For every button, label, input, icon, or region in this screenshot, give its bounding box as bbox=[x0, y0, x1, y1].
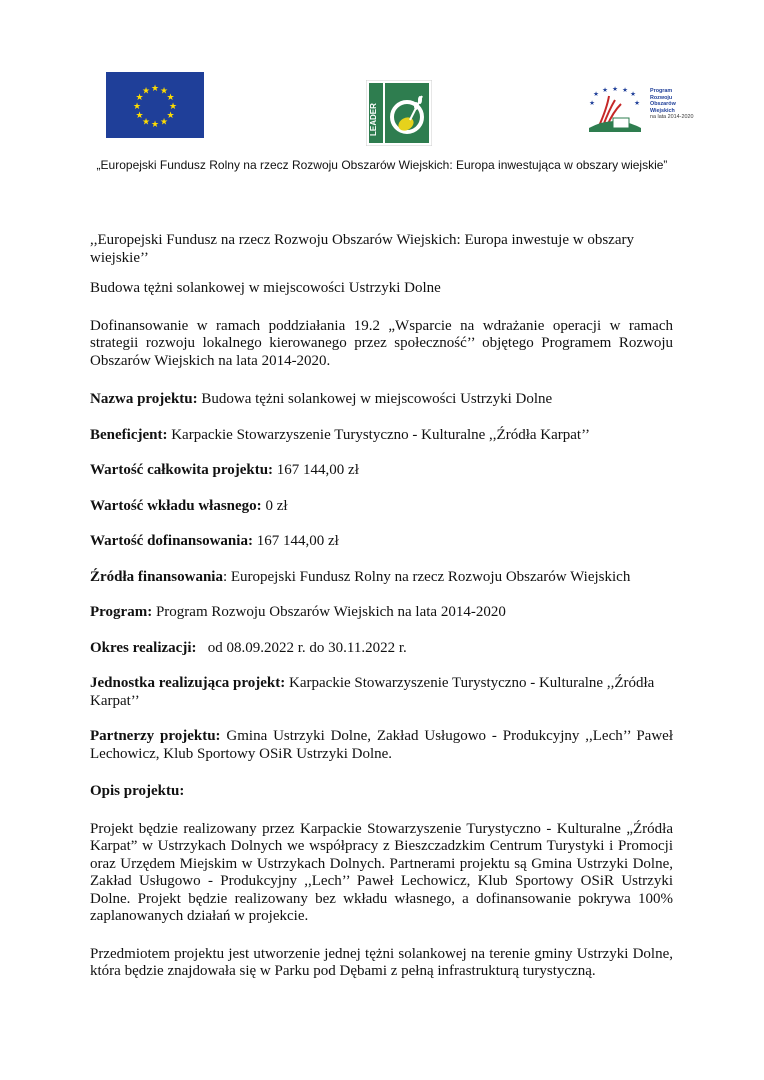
svg-text:★: ★ bbox=[593, 90, 599, 98]
svg-text:★: ★ bbox=[132, 102, 142, 112]
svg-text:★: ★ bbox=[634, 99, 640, 107]
description-paragraph-2: Przedmiotem projektu jest utworzenie jednej tężni solankowej na terenie gminy Ustrzyki Dolne, która będzie znajdowała się w Parku pod Dębami z pełną infrastrukturą turystyczną. bbox=[90, 945, 673, 979]
funding-sources-label: Źródła finansowania bbox=[90, 568, 223, 585]
svg-text:★: ★ bbox=[602, 86, 608, 94]
description-heading: Opis projektu: bbox=[90, 783, 185, 799]
implementing-unit-row bbox=[90, 675, 673, 710]
svg-text:★: ★ bbox=[135, 93, 144, 103]
eu-stars bbox=[106, 72, 204, 138]
leader-text: LEADER bbox=[369, 103, 378, 136]
cofinancing-value-row bbox=[90, 533, 673, 551]
partners-label: Partnerzy projektu: bbox=[90, 728, 221, 744]
fund-line: ,,Europejski Fundusz na rzecz Rozwoju Obszarów Wiejskich: Europa inwestuje w obszary wiejskie’’ bbox=[90, 232, 634, 266]
svg-text:★: ★ bbox=[150, 120, 160, 130]
cofinancing-value-label: Wartość dofinansowania: bbox=[90, 533, 253, 549]
beneficiary-value: Karpackie Stowarzyszenie Turystyczno - Kulturalne ,,Źródła Karpat’’ bbox=[167, 426, 590, 443]
svg-text:★: ★ bbox=[141, 117, 151, 128]
period-label: Okres realizacji: bbox=[90, 639, 197, 656]
svg-text:★: ★ bbox=[630, 90, 636, 98]
description-paragraph-1: Projekt będzie realizowany przez Karpackie Stowarzyszenie Turystyczno - Kulturalne „Źródła Karpat” w Ustrzykach Dolnych we współpracy z Bieszczadzkim Centrum Turystyki i Promocji oraz Urzędem Miejskim w Ustrzykach Dolnych. Partnerami projektu są Gmina Ustrzyki Dolne, Zakład Usługowo - Produkcyjny ,,Lech’’ Paweł Lechowicz, Klub Sportowy OSiR Ustrzyki Dolne. Projekt będzie realizowany bez wkładu własnego, a dofinansowanie pokrywa 100% zaplanowanych działań w projekcie. bbox=[90, 820, 673, 924]
project-name-row bbox=[90, 391, 673, 409]
total-value-value: 167 144,00 zł bbox=[273, 462, 359, 478]
header-caption: „Europejski Fundusz Rolny na rzecz Rozwoju Obszarów Wiejskich: Europa inwestująca w obszary wiejskie” bbox=[96, 158, 668, 172]
document-body bbox=[90, 232, 673, 981]
cofinancing-value-value: 167 144,00 zł bbox=[252, 533, 339, 549]
partners-value: Gmina Ustrzyki Dolne, Zakład Usługowo - Produkcyjny ,,Lech’’ Paweł Lechowicz, Klub Sportowy OSiR Ustrzyki Dolne. bbox=[90, 728, 674, 762]
svg-text:★: ★ bbox=[166, 93, 175, 103]
svg-text:★: ★ bbox=[135, 111, 144, 121]
prow-logo-text bbox=[650, 88, 710, 121]
prow-text-line: Wiejskich bbox=[650, 107, 675, 114]
period-row bbox=[90, 640, 673, 658]
beneficiary-row bbox=[90, 427, 673, 445]
total-value-label: Wartość całkowita projektu: bbox=[90, 462, 274, 478]
implementing-unit-value: Karpackie Stowarzyszenie Turystyczno - Kulturalne ,,Źródła Karpat’’ bbox=[90, 675, 655, 709]
partners-row bbox=[90, 728, 673, 763]
program-label: Program: bbox=[90, 604, 153, 620]
cofinancing-paragraph: Dofinansowanie w ramach poddziałania 19.2 „Wsparcie na wdrażanie operacji w ramach strategii rozwoju lokalnego kierowanego przez społeczność’’ objętego Programem Rozwoju Obszarów Wiejskich na lata 2014-2020. bbox=[90, 317, 673, 369]
prow-text-line: Rozwoju bbox=[650, 94, 673, 101]
own-contribution-value: 0 zł bbox=[261, 497, 288, 514]
svg-text:★: ★ bbox=[168, 102, 178, 112]
program-row bbox=[90, 604, 673, 622]
period-value: od 08.09.2022 r. do 30.11.2022 r. bbox=[196, 639, 407, 656]
prow-text-line: Program bbox=[650, 88, 673, 94]
svg-text:★: ★ bbox=[622, 86, 628, 94]
project-name-value: Budowa tężni solankowej w miejscowości Ustrzyki Dolne bbox=[197, 391, 553, 407]
logo-row bbox=[0, 68, 764, 158]
eu-flag-icon bbox=[106, 72, 204, 138]
project-title-line: Budowa tężni solankowej w miejscowości Ustrzyki Dolne bbox=[90, 280, 441, 296]
own-contribution-row bbox=[90, 498, 673, 516]
svg-text:★: ★ bbox=[589, 99, 595, 107]
implementing-unit-label: Jednostka realizująca projekt: bbox=[90, 675, 286, 691]
leader-logo bbox=[366, 80, 432, 146]
program-value: Program Rozwoju Obszarów Wiejskich na lata 2014-2020 bbox=[152, 604, 506, 620]
total-value-row bbox=[90, 462, 673, 480]
beneficiary-label: Beneficjent: bbox=[90, 426, 168, 443]
svg-text:★: ★ bbox=[150, 84, 160, 94]
prow-text-line: Obszarów bbox=[650, 101, 676, 108]
svg-text:★: ★ bbox=[612, 86, 618, 93]
funding-sources-row bbox=[90, 569, 673, 587]
prow-text-line: na lata 2014-2020 bbox=[650, 114, 694, 121]
svg-text:★: ★ bbox=[159, 86, 169, 97]
own-contribution-label: Wartość wkładu własnego: bbox=[90, 497, 262, 514]
svg-text:★: ★ bbox=[159, 117, 169, 128]
project-name-label: Nazwa projektu: bbox=[90, 391, 198, 407]
funding-sources-value: : Europejski Fundusz Rolny na rzecz Rozwoju Obszarów Wiejskich bbox=[222, 568, 631, 585]
svg-text:★: ★ bbox=[141, 86, 151, 97]
svg-text:★: ★ bbox=[166, 111, 175, 121]
